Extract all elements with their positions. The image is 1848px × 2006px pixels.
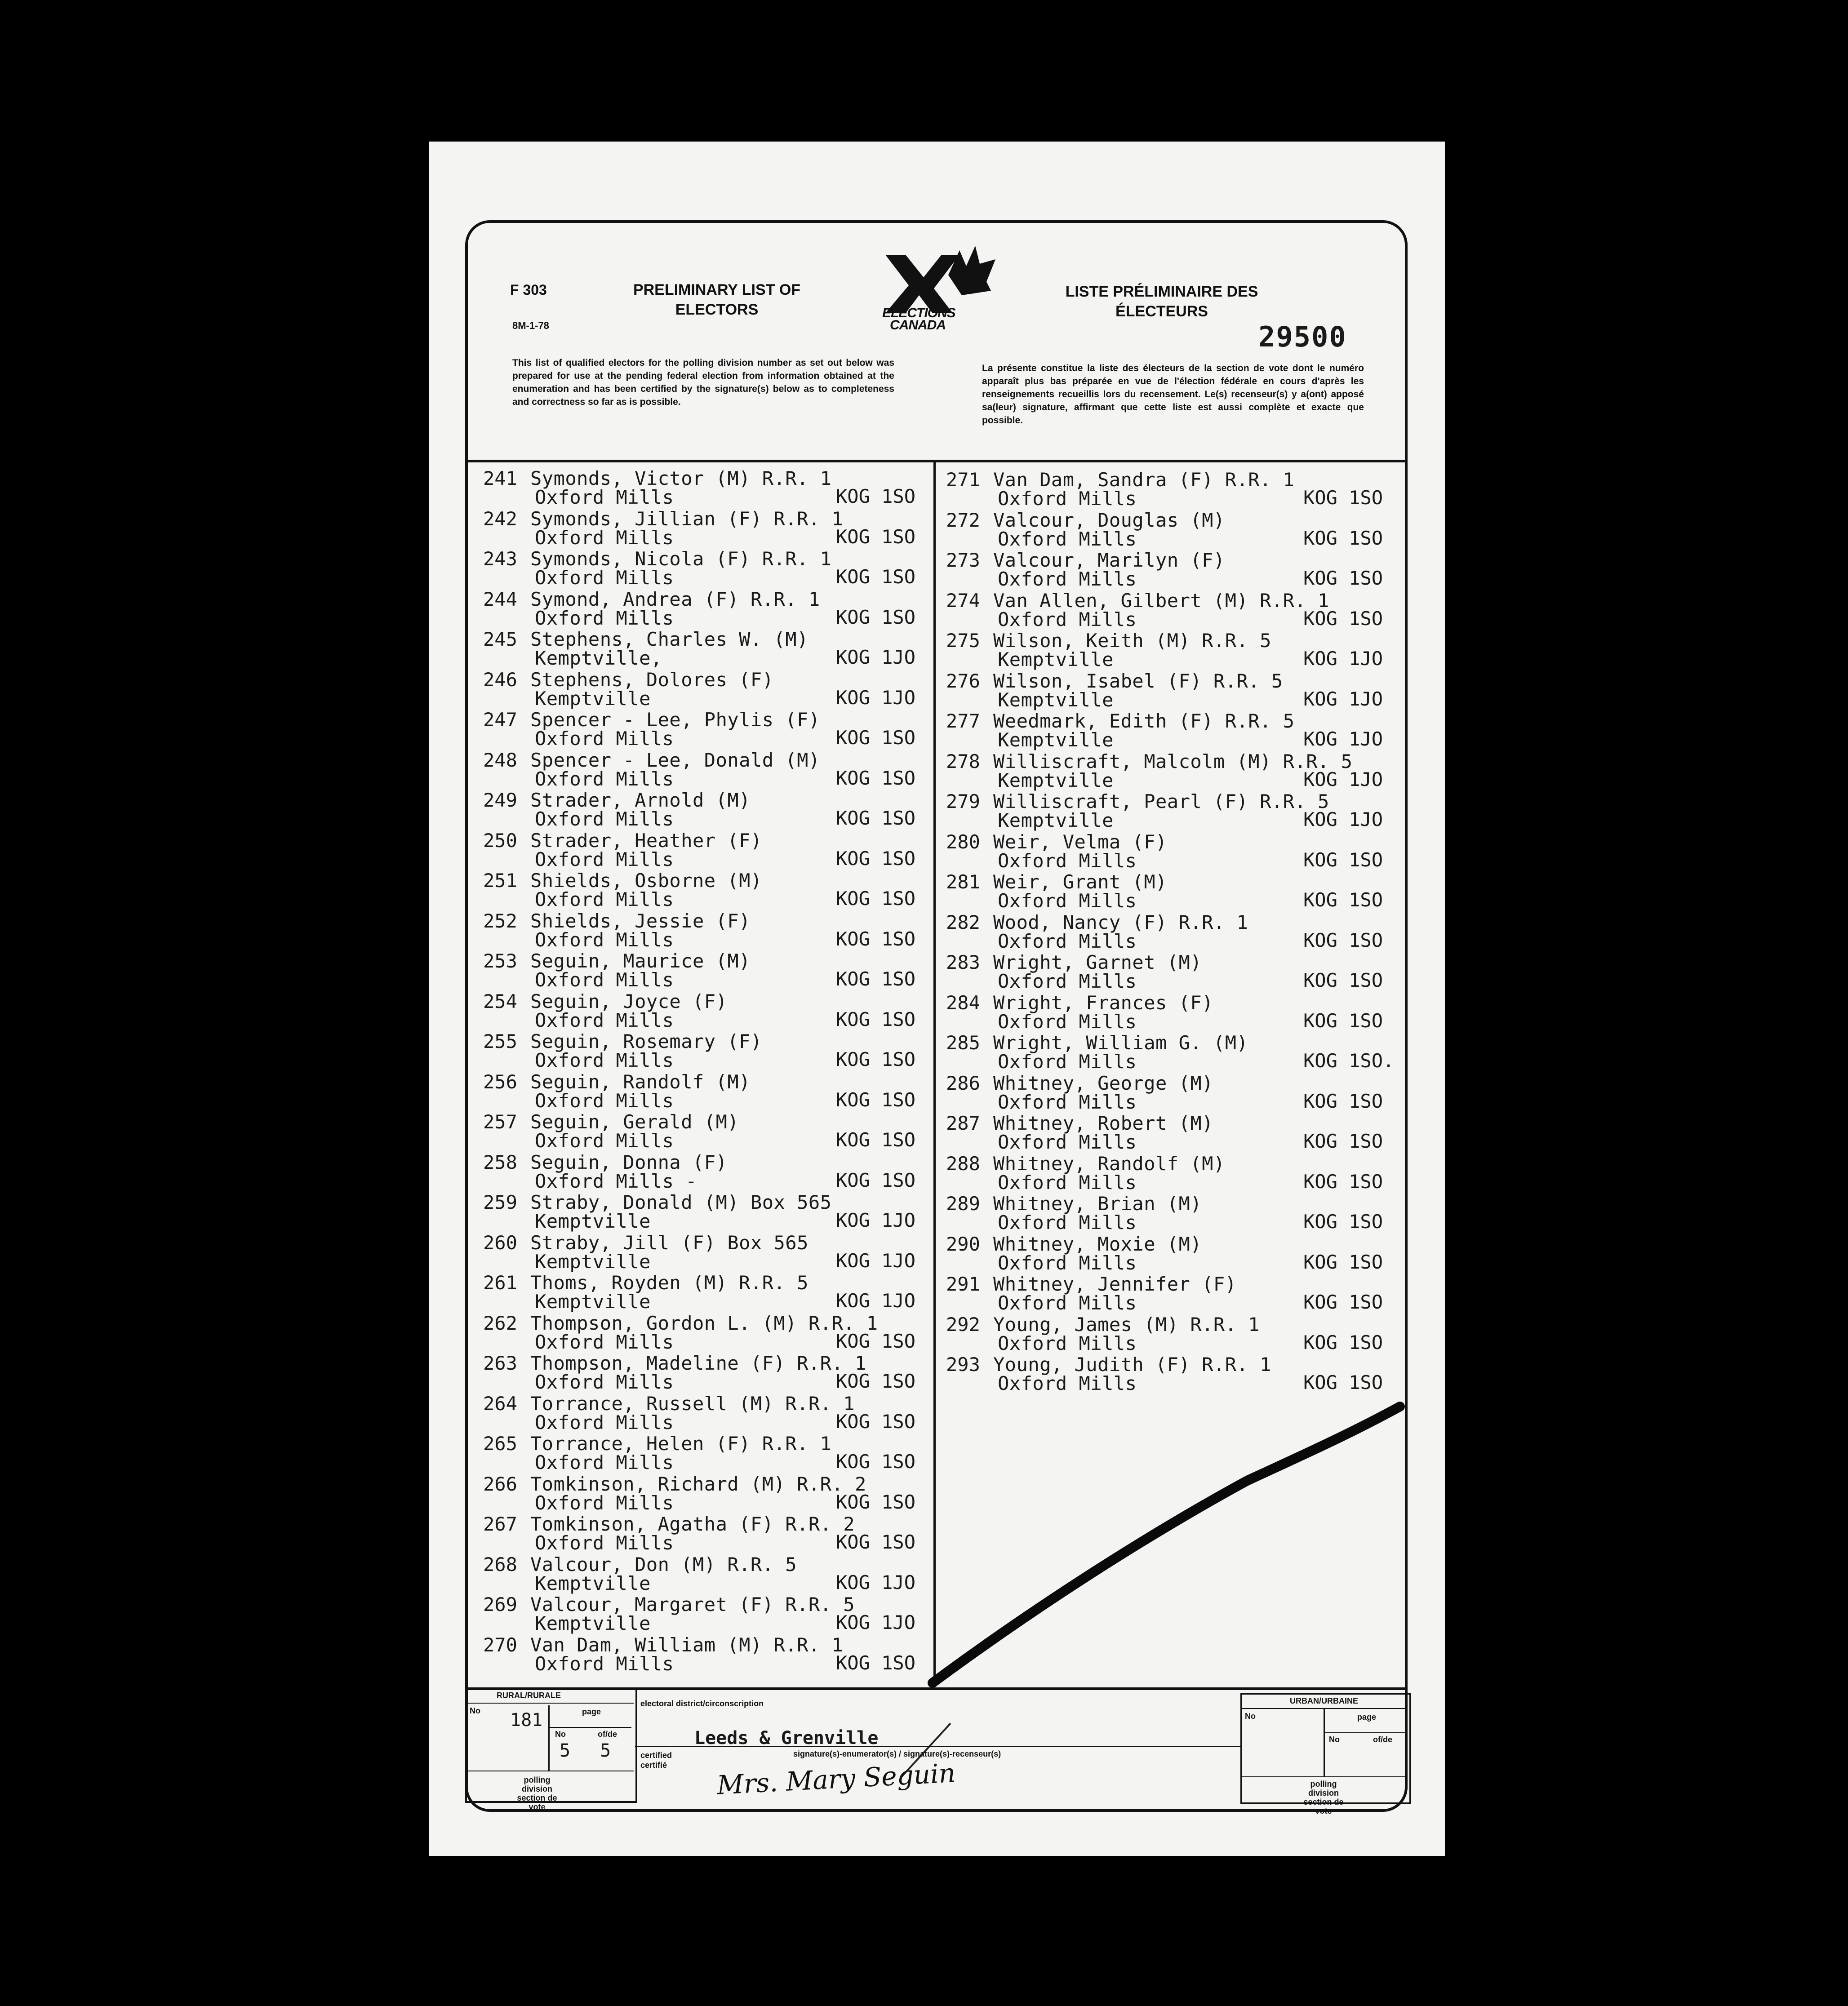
elector-number: 284 <box>946 991 980 1014</box>
elector-name: Thompson, Gordon L. (M) R.R. 1 <box>530 1312 878 1334</box>
elector-number: 250 <box>483 829 517 852</box>
elector-postal-code: KOG 1SO <box>1303 889 1383 911</box>
elector-locality: Oxford Mills <box>535 808 674 830</box>
elector-postal-code: KOG 1SO <box>836 767 916 789</box>
page-of-label: of/de <box>598 1730 617 1739</box>
polling-label: polling division section de vote <box>517 1775 557 1811</box>
elector-postal-code: KOG 1SO <box>1303 1009 1383 1032</box>
title-fr: LISTE PRÉLIMINAIRE DES ÉLECTEURS <box>1065 283 1258 320</box>
elector-postal-code: KOG 1SO <box>836 606 916 628</box>
elector-name: Symond, Andrea (F) R.R. 1 <box>530 588 820 610</box>
elector-number: 247 <box>483 709 517 731</box>
serial-number: 29500 <box>1258 320 1347 353</box>
elector-locality: Oxford Mills <box>535 607 674 629</box>
elector-number: 280 <box>946 830 980 853</box>
elector-name: Seguin, Rosemary (F) <box>530 1030 762 1052</box>
elector-name: Wilson, Keith (M) R.R. 5 <box>993 630 1271 652</box>
elector-postal-code: KOG 1SO <box>1303 567 1383 589</box>
elector-locality: Oxford Mills <box>535 1009 674 1031</box>
elector-name: Stephens, Charles W. (M) <box>530 628 808 650</box>
urban-page-line <box>1324 1732 1408 1733</box>
elector-name: Williscraft, Pearl (F) R.R. 5 <box>993 790 1329 812</box>
elector-number: 265 <box>483 1433 517 1455</box>
district-line <box>635 1746 1242 1747</box>
elector-name: Torrance, Helen (F) R.R. 1 <box>530 1433 832 1455</box>
elector-postal-code: KOG 1JO <box>836 1209 916 1231</box>
elector-name: Weedmark, Edith (F) R.R. 5 <box>993 710 1295 732</box>
elector-name: Wilson, Isabel (F) R.R. 5 <box>993 670 1283 692</box>
elector-name: Shields, Osborne (M) <box>530 870 762 892</box>
cancellation-line <box>924 1391 1409 1696</box>
elector-locality: Kemptville <box>535 687 651 710</box>
elector-number: 271 <box>946 469 980 491</box>
elector-name: Van Dam, Sandra (F) R.R. 1 <box>993 469 1295 491</box>
elector-postal-code: KOG 1JO <box>1303 768 1383 790</box>
elector-name: Wright, Garnet (M) <box>993 951 1202 973</box>
district-label: electoral district/circonscription <box>640 1699 764 1708</box>
elector-postal-code: KOG 1SO <box>1303 1090 1383 1112</box>
elector-number: 252 <box>483 910 517 932</box>
elector-locality: Oxford Mills <box>998 1372 1137 1394</box>
elector-locality: Oxford Mills <box>535 1130 674 1152</box>
elector-number: 266 <box>483 1473 517 1495</box>
elector-locality: Kemptville <box>998 648 1114 670</box>
elector-number: 246 <box>483 668 517 691</box>
elector-name: Young, Judith (F) R.R. 1 <box>993 1354 1271 1376</box>
elector-postal-code: KOG 1JO <box>836 686 916 709</box>
elector-name: Spencer - Lee, Phylis (F) <box>530 709 820 731</box>
elector-locality: Oxford Mills <box>535 768 674 790</box>
elector-postal-code: KOG 1SO <box>1303 969 1383 991</box>
elector-name: Straby, Donald (M) Box 565 <box>530 1191 832 1213</box>
elector-locality: Oxford Mills <box>535 1089 674 1112</box>
elector-postal-code: KOG 1SO <box>1303 607 1383 630</box>
elector-postal-code: KOG 1SO <box>836 1088 916 1111</box>
elector-name: Seguin, Gerald (M) <box>530 1111 739 1133</box>
elector-number: 251 <box>483 870 517 892</box>
elector-name: Weir, Grant (M) <box>993 871 1167 893</box>
elector-name: Strader, Heather (F) <box>530 829 762 852</box>
elector-number: 249 <box>483 789 517 811</box>
elector-number: 276 <box>946 670 980 692</box>
elector-name: Seguin, Maurice (M) <box>530 950 751 972</box>
elector-postal-code: KOG 1JO <box>1303 648 1383 670</box>
elector-postal-code: KOG 1SO <box>836 847 916 870</box>
elector-postal-code: KOG 1JO <box>836 646 916 668</box>
notice-en: This list of qualified electors for the polling division number as set out below was prepared for use at the pending federal election from information obtained at the enumeration and has been certified by the signature(s) below as to completeness and correctness so far as is possible. <box>512 358 894 407</box>
elector-locality: Oxford Mills <box>998 930 1137 952</box>
elector-number: 248 <box>483 749 517 771</box>
elector-locality: Oxford Mills <box>998 488 1137 510</box>
division-number: 181 <box>510 1710 543 1731</box>
elector-locality: Kemptville <box>998 809 1114 831</box>
elector-locality: Oxford Mills <box>535 1491 674 1514</box>
elector-number: 283 <box>946 951 980 973</box>
elector-postal-code: KOG 1JO <box>836 1611 916 1633</box>
elector-locality: Oxford Mills <box>535 567 674 589</box>
elector-postal-code: KOG 1SO <box>836 888 916 910</box>
elector-postal-code: KOG 1SO <box>836 1451 916 1473</box>
elector-number: 257 <box>483 1111 517 1133</box>
elector-locality: Kemptville <box>535 1612 651 1634</box>
elector-locality: Oxford Mills <box>998 890 1137 912</box>
elector-locality: Kemptville <box>535 1250 651 1273</box>
notice-fr: La présente constitue la liste des électeurs de la section de vote dont le numéro apparaît plus bas préparée en vue de l'élection fédérale en cours d'après les renseignements recueillis lors du recensement. Le(s) recenseur(s) y a(ont) apposé sa(leur) signature, affirmant que cette liste est aussi complète et exacte que possible. <box>982 363 1364 426</box>
elector-postal-code: KOG 1SO <box>836 566 916 588</box>
elector-name: Symonds, Victor (M) R.R. 1 <box>530 467 832 489</box>
elector-number: 275 <box>946 630 980 652</box>
elector-number: 268 <box>483 1553 517 1576</box>
elector-name: Valcour, Douglas (M) <box>993 509 1225 531</box>
elector-postal-code: KOG 1SO <box>836 1370 916 1392</box>
urban-label: URBAN/URBAINE <box>1290 1696 1358 1705</box>
logo-text-elections: ELECTIONS <box>882 306 955 320</box>
elector-postal-code: KOG 1SO <box>836 1169 916 1191</box>
signature-label: signature(s)-enumerator(s) / signature(s)-recenseur(s) <box>793 1749 1001 1758</box>
elector-name: Whitney, Moxie (M) <box>993 1233 1202 1255</box>
elector-number: 289 <box>946 1193 980 1215</box>
elector-postal-code: KOG 1SO <box>836 1129 916 1151</box>
elector-locality: Oxford Mills <box>535 888 674 910</box>
elector-name: Shields, Jessie (F) <box>530 910 751 932</box>
elector-number: 288 <box>946 1152 980 1175</box>
rural-label: RURAL/RURALE <box>497 1691 561 1700</box>
elector-name: Williscraft, Malcolm (M) R.R. 5 <box>993 750 1353 772</box>
urban-no-label: No <box>1245 1712 1256 1721</box>
elector-number: 279 <box>946 790 980 812</box>
elector-number: 281 <box>946 871 980 893</box>
elector-number: 255 <box>483 1030 517 1052</box>
elector-locality: Oxford Mills <box>998 528 1137 550</box>
urban-of-label: of/de <box>1373 1735 1392 1744</box>
urban-page-label: page <box>1357 1713 1377 1722</box>
elector-name: Wood, Nancy (F) R.R. 1 <box>993 911 1248 933</box>
elector-number: 285 <box>946 1032 980 1054</box>
elector-locality: Kemptville <box>535 1291 651 1313</box>
page-number: 5 <box>560 1740 571 1761</box>
elector-number: 241 <box>483 467 517 489</box>
elector-locality: Kemptville <box>998 688 1114 711</box>
elector-name: Whitney, Robert (M) <box>993 1112 1213 1134</box>
elector-name: Valcour, Don (M) R.R. 5 <box>530 1553 797 1576</box>
urban-polling-line <box>1240 1776 1408 1777</box>
elector-number: 293 <box>946 1354 980 1376</box>
elector-locality: Kemptville, <box>535 647 662 669</box>
elector-name: Tomkinson, Agatha (F) R.R. 2 <box>530 1513 855 1535</box>
elector-postal-code: KOG 1SO <box>836 928 916 950</box>
elector-number: 267 <box>483 1513 517 1535</box>
elector-name: Whitney, Randolf (M) <box>993 1152 1225 1175</box>
elector-locality: Oxford Mills <box>998 608 1137 630</box>
elector-postal-code: KOG 1SO <box>1303 929 1383 951</box>
elector-number: 274 <box>946 589 980 612</box>
elector-number: 259 <box>483 1191 517 1213</box>
elector-number: 291 <box>946 1273 980 1295</box>
elector-locality: Oxford Mills <box>998 1212 1137 1234</box>
elector-locality: Oxford Mills <box>535 848 674 870</box>
elector-name: Whitney, George (M) <box>993 1072 1213 1094</box>
elector-name: Wright, William G. (M) <box>993 1032 1248 1054</box>
elector-name: Straby, Jill (F) Box 565 <box>530 1231 808 1254</box>
elector-postal-code: KOG 1SO <box>836 1491 916 1513</box>
elector-number: 260 <box>483 1231 517 1254</box>
elector-postal-code: KOG 1JO <box>1303 688 1383 710</box>
elector-name: Thoms, Royden (M) R.R. 5 <box>530 1272 808 1294</box>
elector-postal-code: KOG 1SO <box>1303 1251 1383 1273</box>
no-label: No <box>470 1706 480 1715</box>
elector-locality: Oxford Mills <box>535 486 674 508</box>
elector-number: 264 <box>483 1392 517 1415</box>
elector-locality: Oxford Mills <box>535 1451 674 1473</box>
elector-number: 242 <box>483 507 517 530</box>
elector-postal-code: KOG 1SO <box>836 1008 916 1030</box>
elector-postal-code: KOG 1SO <box>836 1531 916 1553</box>
elector-name: Spencer - Lee, Donald (M) <box>530 749 820 771</box>
elector-postal-code: KOG 1SO <box>836 727 916 749</box>
elector-locality: Kemptville <box>535 1210 651 1232</box>
elector-number: 269 <box>483 1593 517 1615</box>
elector-number: 243 <box>483 548 517 570</box>
elector-postal-code: KOG 1SO <box>836 1651 916 1674</box>
elector-locality: Oxford Mills <box>535 1411 674 1433</box>
elector-name: Seguin, Randolf (M) <box>530 1070 751 1093</box>
elector-number: 245 <box>483 628 517 650</box>
elector-locality: Kemptville <box>998 769 1114 791</box>
elector-number: 290 <box>946 1233 980 1255</box>
district-value: Leeds & Grenville <box>694 1728 879 1749</box>
page-line <box>548 1727 631 1728</box>
elector-postal-code: KOG 1SO <box>1303 487 1383 509</box>
elector-postal-code: KOG 1SO <box>1303 1211 1383 1233</box>
elector-number: 261 <box>483 1272 517 1294</box>
elector-number: 277 <box>946 710 980 732</box>
elector-name: Symonds, Jillian (F) R.R. 1 <box>530 507 844 530</box>
elector-postal-code: KOG 1SO <box>836 525 916 548</box>
elector-postal-code: KOG 1SO <box>836 485 916 507</box>
elector-name: Van Dam, William (M) R.R. 1 <box>530 1633 844 1656</box>
elector-postal-code: KOG 1SO <box>1303 1170 1383 1193</box>
elector-postal-code: KOG 1SO <box>1303 1291 1383 1313</box>
elector-postal-code: KOG 1SO. <box>1303 1050 1395 1072</box>
elector-name: Strader, Arnold (M) <box>530 789 751 811</box>
elector-name: Torrance, Russell (M) R.R. 1 <box>530 1392 855 1415</box>
title-en: PRELIMINARY LIST OF ELECTORS <box>633 281 801 318</box>
elector-locality: Oxford Mills <box>998 1332 1137 1354</box>
logo-text-canada: CANADA <box>890 318 946 333</box>
elector-locality: Oxford Mills <box>998 849 1137 872</box>
elector-number: 282 <box>946 911 980 933</box>
elector-locality: Kemptville <box>998 729 1114 751</box>
elector-postal-code: KOG 1SO <box>1303 1331 1383 1354</box>
elector-postal-code: KOG 1SO <box>836 968 916 990</box>
rural-label-line <box>465 1703 634 1704</box>
elector-number: 272 <box>946 509 980 531</box>
elector-name: Young, James (M) R.R. 1 <box>993 1313 1260 1336</box>
elector-number: 258 <box>483 1151 517 1173</box>
elector-name: Tomkinson, Richard (M) R.R. 2 <box>530 1473 866 1495</box>
elector-name: Symonds, Nicola (F) R.R. 1 <box>530 548 832 570</box>
elector-postal-code: KOG 1JO <box>836 1249 916 1272</box>
header-divider <box>465 460 1408 462</box>
elector-locality: Oxford Mills <box>998 970 1137 992</box>
elector-locality: Oxford Mills <box>535 728 674 750</box>
elector-number: 253 <box>483 950 517 972</box>
certified-label: certified certifié <box>640 1751 672 1770</box>
elector-locality: Oxford Mills <box>535 1532 674 1554</box>
elector-locality: Oxford Mills <box>535 969 674 991</box>
urban-polling-label: polling division section de vote <box>1303 1780 1344 1815</box>
elector-number: 270 <box>483 1633 517 1656</box>
signature: Mrs. Mary Seguin <box>716 1757 956 1801</box>
elector-locality: Oxford Mills <box>998 1091 1137 1113</box>
elector-locality: Kemptville <box>535 1572 651 1594</box>
elector-number: 263 <box>483 1352 517 1374</box>
elector-locality: Oxford Mills <box>998 1131 1137 1153</box>
elector-postal-code: KOG 1SO <box>1303 848 1383 871</box>
elector-postal-code: KOG 1JO <box>1303 728 1383 750</box>
elector-locality: Oxford Mills <box>535 1331 674 1353</box>
elector-locality: Oxford Mills <box>998 1171 1137 1194</box>
elector-postal-code: KOG 1SO <box>1303 527 1383 549</box>
elector-postal-code: KOG 1SO <box>1303 1371 1383 1394</box>
elector-name: Stephens, Dolores (F) <box>530 668 774 691</box>
page-no-label: No <box>555 1730 566 1739</box>
elector-number: 273 <box>946 549 980 571</box>
document-page <box>429 142 1445 1856</box>
elector-postal-code: KOG 1SO <box>836 807 916 829</box>
elector-name: Thompson, Madeline (F) R.R. 1 <box>530 1352 866 1374</box>
elector-number: 254 <box>483 990 517 1012</box>
elector-name: Whitney, Jennifer (F) <box>993 1273 1237 1295</box>
elector-locality: Oxford Mills <box>535 1371 674 1393</box>
form-date: 8M-1-78 <box>512 320 549 331</box>
elector-name: Weir, Velma (F) <box>993 830 1167 853</box>
elector-name: Van Allen, Gilbert (M) R.R. 1 <box>993 589 1329 612</box>
page-label: page <box>582 1707 601 1716</box>
elector-name: Whitney, Brian (M) <box>993 1193 1202 1215</box>
elector-locality: Oxford Mills <box>535 928 674 951</box>
elector-name: Valcour, Margaret (F) R.R. 5 <box>530 1593 855 1615</box>
elector-number: 287 <box>946 1112 980 1134</box>
elector-locality: Oxford Mills - <box>535 1170 697 1192</box>
elector-locality: Oxford Mills <box>998 1051 1137 1073</box>
elector-postal-code: KOG 1JO <box>1303 808 1383 830</box>
footer <box>465 1687 1408 1815</box>
elector-postal-code: KOG 1SO <box>1303 1130 1383 1152</box>
elector-number: 244 <box>483 588 517 610</box>
elector-postal-code: KOG 1SO <box>836 1048 916 1070</box>
elector-locality: Oxford Mills <box>535 1652 674 1675</box>
elector-locality: Oxford Mills <box>535 1049 674 1071</box>
elector-name: Valcour, Marilyn (F) <box>993 549 1225 571</box>
elector-locality: Oxford Mills <box>998 1252 1137 1274</box>
elector-number: 262 <box>483 1312 517 1334</box>
elector-number: 286 <box>946 1072 980 1094</box>
urban-page-no-label: No <box>1329 1735 1340 1744</box>
elector-locality: Oxford Mills <box>998 568 1137 590</box>
elector-name: Seguin, Joyce (F) <box>530 990 728 1012</box>
elector-name: Seguin, Donna (F) <box>530 1151 728 1173</box>
elector-postal-code: KOG 1SO <box>836 1330 916 1352</box>
elector-postal-code: KOG 1SO <box>836 1410 916 1433</box>
elector-number: 256 <box>483 1070 517 1093</box>
elector-locality: Oxford Mills <box>998 1292 1137 1314</box>
elector-postal-code: KOG 1JO <box>836 1290 916 1312</box>
elector-locality: Oxford Mills <box>998 1010 1137 1033</box>
page-of-number: 5 <box>600 1740 611 1761</box>
elector-name: Wright, Frances (F) <box>993 991 1213 1014</box>
elector-number: 292 <box>946 1313 980 1336</box>
elector-number: 278 <box>946 750 980 772</box>
elector-locality: Oxford Mills <box>535 526 674 549</box>
form-code: F 303 <box>510 282 547 298</box>
elector-postal-code: KOG 1JO <box>836 1571 916 1593</box>
